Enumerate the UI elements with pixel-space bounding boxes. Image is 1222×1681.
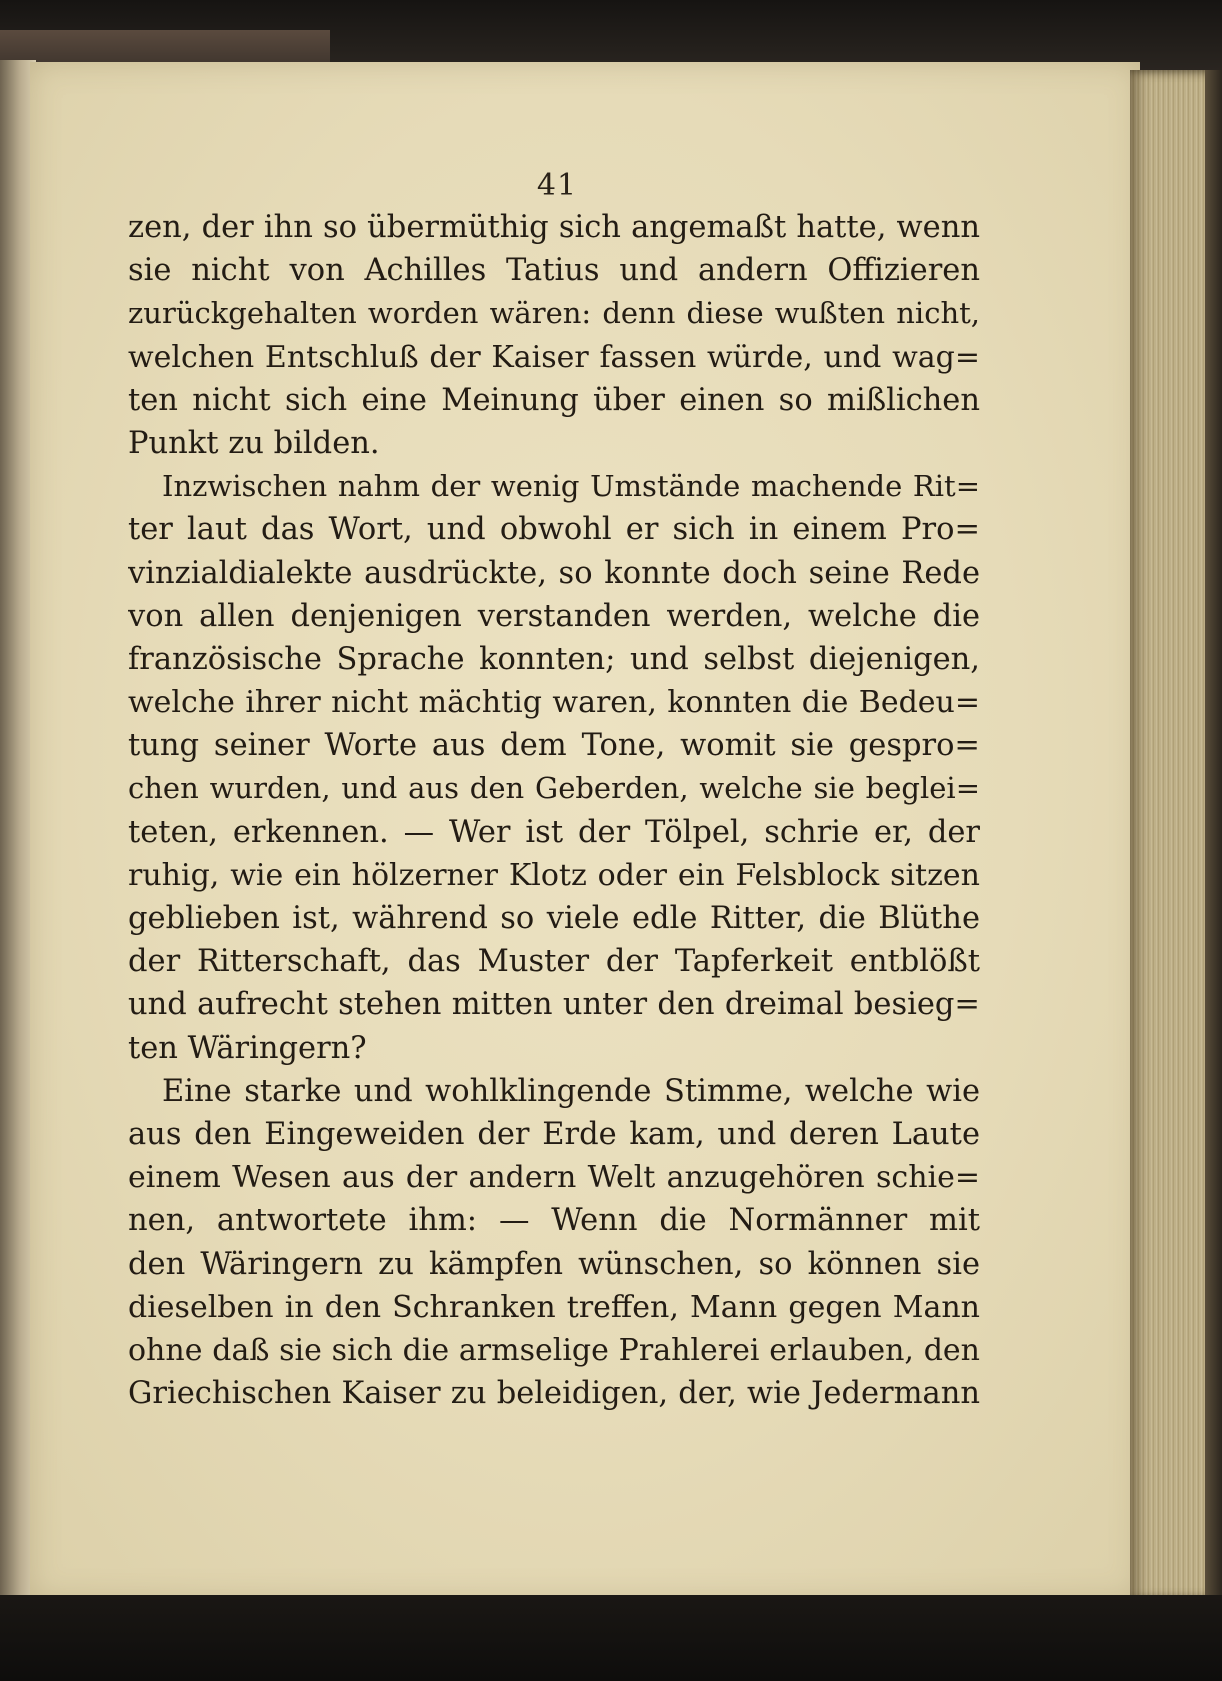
- text-line: welchen Entschluß der Kaiser fassen würde, und wag=: [128, 339, 980, 375]
- text-line: Punkt zu bilden.: [128, 425, 380, 461]
- body-text: [128, 206, 980, 1415]
- text-line: ohne daß sie sich die armselige Prahlerei erlauben, den: [128, 1332, 980, 1368]
- text-line: aus den Eingeweiden der Erde kam, und deren Laute: [128, 1116, 980, 1152]
- text-line: zurückgehalten worden wären: denn diese wußten nicht,: [128, 296, 980, 331]
- book-cover-side: [1205, 70, 1222, 1600]
- text-line: einem Wesen aus der andern Welt anzugehören schie=: [128, 1160, 980, 1196]
- text-line: der Ritterschaft, das Muster der Tapferkeit entblößt: [128, 944, 980, 980]
- text-line: dieselben in den Schranken treffen, Mann gegen Mann: [128, 1289, 980, 1325]
- text-line: ter laut das Wort, und obwohl er sich in einem Pro=: [128, 512, 980, 548]
- text-line: tung seiner Worte aus dem Tone, womit sie gespro=: [128, 728, 980, 764]
- text-line: nen, antwortete ihm: — Wenn die Normänner mit: [128, 1203, 980, 1239]
- text-line: welche ihrer nicht mächtig waren, konnten die Bedeu=: [128, 685, 980, 721]
- text-line: Inzwischen nahm der wenig Umstände machende Rit=: [162, 469, 980, 504]
- text-line: ten Wäringern?: [128, 1030, 367, 1066]
- text-line: den Wäringern zu kämpfen wünschen, so können sie: [128, 1246, 980, 1282]
- page-number: 41: [536, 168, 578, 203]
- text-line: ruhig, wie ein hölzerner Klotz oder ein Felsblock sitzen: [128, 857, 980, 893]
- text-line: sie nicht von Achilles Tatius und andern Offizieren: [128, 253, 980, 289]
- text-line: chen wurden, und aus den Geberden, welche sie beglei=: [128, 771, 980, 806]
- text-line: teten, erkennen. — Wer ist der Tölpel, schrie er, der: [128, 814, 980, 850]
- text-line: geblieben ist, während so viele edle Ritter, die Blüthe: [128, 901, 980, 936]
- text-line: Griechischen Kaiser zu beleidigen, der, wie Jedermann: [128, 1376, 980, 1412]
- text-line: vinzialdialekte ausdrückte, so konnte doch seine Rede: [128, 555, 980, 591]
- text-line: Eine starke und wohlklingende Stimme, welche wie: [162, 1073, 980, 1109]
- text-line: ten nicht sich eine Meinung über einen so mißlichen: [128, 382, 980, 418]
- scan-bottom-border: [0, 1595, 1222, 1681]
- text-line: französische Sprache konnten; und selbst diejenigen,: [128, 641, 980, 677]
- text-line: und aufrecht stehen mitten unter den dreimal besieg=: [128, 987, 980, 1023]
- text-line: von allen denjenigen verstanden werden, welche die: [128, 598, 980, 634]
- text-line: zen, der ihn so übermüthig sich angemaßt hatte, wenn: [128, 210, 980, 245]
